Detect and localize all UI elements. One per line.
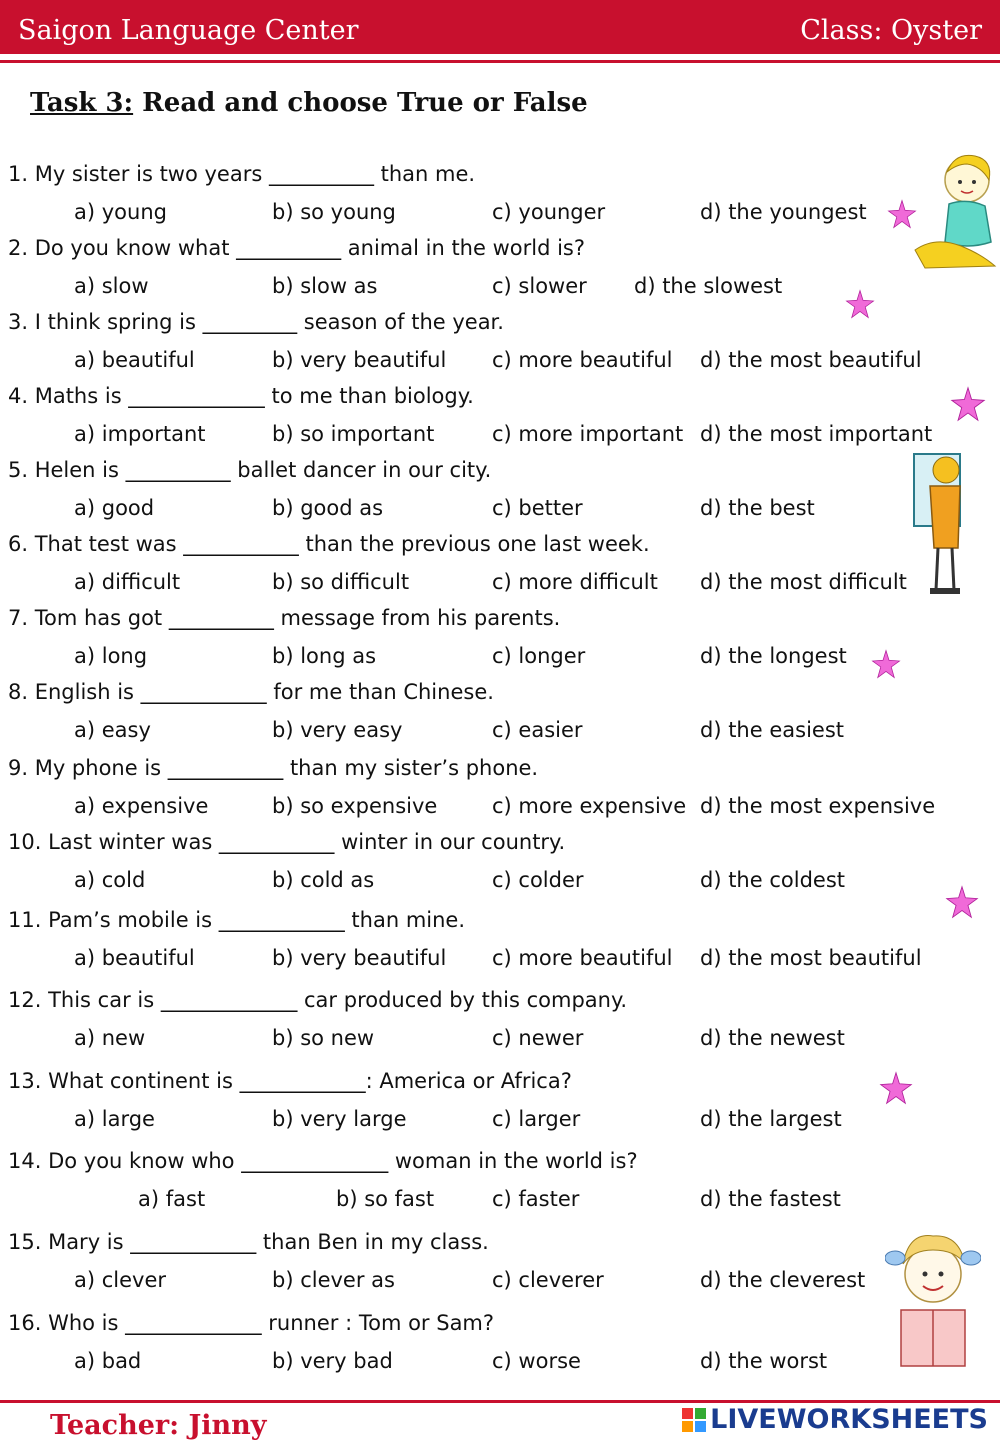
answer-option[interactable]: c) younger bbox=[492, 200, 606, 224]
answer-option[interactable]: c) longer bbox=[492, 644, 586, 668]
question-text: 12. This car is _____________ car produced by this company. bbox=[8, 988, 628, 1012]
footer-divider bbox=[0, 1400, 1000, 1403]
question-text: 4. Maths is _____________ to me than biology. bbox=[8, 384, 474, 408]
answer-option[interactable]: a) fast bbox=[138, 1187, 206, 1211]
star-icon bbox=[879, 1071, 913, 1105]
answer-option[interactable]: c) colder bbox=[492, 868, 584, 892]
answer-option[interactable]: d) the easiest bbox=[700, 718, 844, 742]
answer-option[interactable]: a) large bbox=[74, 1107, 155, 1131]
question-text: 16. Who is _____________ runner : Tom or Sam? bbox=[8, 1311, 495, 1335]
answer-option[interactable]: b) so fast bbox=[336, 1187, 435, 1211]
answer-option[interactable]: a) long bbox=[74, 644, 148, 668]
school-name: Saigon Language Center bbox=[18, 15, 359, 46]
star-icon bbox=[887, 199, 917, 229]
answer-option[interactable]: a) beautiful bbox=[74, 946, 195, 970]
brand-logo[interactable] bbox=[682, 1404, 988, 1435]
liveworksheets-icon bbox=[682, 1408, 706, 1432]
answer-option[interactable]: b) very easy bbox=[272, 718, 403, 742]
header-bar bbox=[0, 0, 1000, 54]
answer-option[interactable]: c) easier bbox=[492, 718, 583, 742]
answer-option[interactable]: a) good bbox=[74, 496, 155, 520]
answer-option[interactable]: c) cleverer bbox=[492, 1268, 604, 1292]
answer-option[interactable]: b) long as bbox=[272, 644, 377, 668]
answer-option[interactable]: b) cold as bbox=[272, 868, 375, 892]
answer-option[interactable]: d) the most beautiful bbox=[700, 946, 922, 970]
question-text: 1. My sister is two years __________ than me. bbox=[8, 162, 476, 186]
answer-option[interactable]: c) more beautiful bbox=[492, 946, 673, 970]
question-text: 8. English is ____________ for me than Chinese. bbox=[8, 680, 494, 704]
task-label: Task 3: bbox=[30, 88, 134, 118]
question-text: 3. I think spring is _________ season of the year. bbox=[8, 310, 504, 334]
answer-option[interactable]: d) the most expensive bbox=[700, 794, 936, 818]
question-text: 14. Do you know who ______________ woman in the world is? bbox=[8, 1149, 638, 1173]
answer-option[interactable]: a) bad bbox=[74, 1349, 142, 1373]
question-text: 10. Last winter was ___________ winter in our country. bbox=[8, 830, 566, 854]
star-icon bbox=[950, 386, 986, 422]
answer-option[interactable]: a) expensive bbox=[74, 794, 209, 818]
answer-option[interactable]: a) cold bbox=[74, 868, 146, 892]
answer-option[interactable]: d) the coldest bbox=[700, 868, 845, 892]
answer-option[interactable]: c) more difficult bbox=[492, 570, 658, 594]
answer-option[interactable]: a) important bbox=[74, 422, 206, 446]
question-text: 9. My phone is ___________ than my sister’s phone. bbox=[8, 756, 539, 780]
task-title bbox=[30, 88, 588, 118]
class-label: Class: Oyster bbox=[800, 15, 982, 46]
answer-option[interactable]: b) so difficult bbox=[272, 570, 410, 594]
answer-option[interactable]: b) very beautiful bbox=[272, 946, 447, 970]
answer-option[interactable]: d) the newest bbox=[700, 1026, 845, 1050]
answer-option[interactable]: d) the worst bbox=[700, 1349, 828, 1373]
answer-option[interactable]: b) clever as bbox=[272, 1268, 395, 1292]
question-text: 5. Helen is __________ ballet dancer in our city. bbox=[8, 458, 492, 482]
header-divider bbox=[0, 60, 1000, 63]
answer-option[interactable]: a) young bbox=[74, 200, 167, 224]
task-instruction: Read and choose True or False bbox=[142, 88, 588, 118]
question-text: 2. Do you know what __________ animal in the world is? bbox=[8, 236, 585, 260]
question-text: 7. Tom has got __________ message from his parents. bbox=[8, 606, 561, 630]
answer-option[interactable]: b) slow as bbox=[272, 274, 378, 298]
answer-option[interactable]: d) the most beautiful bbox=[700, 348, 922, 372]
girl-reading-clipart bbox=[885, 1228, 981, 1380]
answer-option[interactable]: a) difficult bbox=[74, 570, 181, 594]
answer-option[interactable]: d) the most difficult bbox=[700, 570, 907, 594]
star-icon bbox=[945, 885, 979, 919]
answer-option[interactable]: d) the youngest bbox=[700, 200, 867, 224]
star-icon bbox=[845, 289, 875, 319]
star-icon bbox=[871, 649, 901, 679]
question-text: 6. That test was ___________ than the previous one last week. bbox=[8, 532, 650, 556]
question-text: 15. Mary is ____________ than Ben in my class. bbox=[8, 1230, 489, 1254]
brand-text: LIVEWORKSHEETS bbox=[710, 1404, 988, 1435]
answer-option[interactable]: c) worse bbox=[492, 1349, 581, 1373]
answer-option[interactable]: a) slow bbox=[74, 274, 149, 298]
answer-option[interactable]: c) faster bbox=[492, 1187, 580, 1211]
answer-option[interactable]: d) the largest bbox=[700, 1107, 842, 1131]
answer-option[interactable]: a) easy bbox=[74, 718, 151, 742]
question-text: 11. Pam’s mobile is ____________ than mine. bbox=[8, 908, 466, 932]
answer-option[interactable]: d) the longest bbox=[700, 644, 847, 668]
answer-option[interactable]: b) so young bbox=[272, 200, 396, 224]
answer-option[interactable]: b) so new bbox=[272, 1026, 375, 1050]
answer-option[interactable]: b) so important bbox=[272, 422, 435, 446]
answer-option[interactable]: d) the best bbox=[700, 496, 815, 520]
answer-option[interactable]: b) very large bbox=[272, 1107, 407, 1131]
answer-option[interactable]: b) so expensive bbox=[272, 794, 438, 818]
answer-option[interactable]: c) newer bbox=[492, 1026, 584, 1050]
answer-option[interactable]: b) good as bbox=[272, 496, 384, 520]
answer-option[interactable]: c) slower bbox=[492, 274, 587, 298]
teacher-name: Teacher: Jinny bbox=[50, 1410, 267, 1441]
baby-clipart bbox=[905, 150, 997, 272]
answer-option[interactable]: c) better bbox=[492, 496, 583, 520]
question-text: 13. What continent is ____________: America or Africa? bbox=[8, 1069, 572, 1093]
answer-option[interactable]: b) very beautiful bbox=[272, 348, 447, 372]
answer-option[interactable]: c) more expensive bbox=[492, 794, 687, 818]
answer-option[interactable]: d) the slowest bbox=[634, 274, 783, 298]
answer-option[interactable]: d) the cleverest bbox=[700, 1268, 866, 1292]
answer-option[interactable]: a) new bbox=[74, 1026, 146, 1050]
answer-option[interactable]: c) larger bbox=[492, 1107, 581, 1131]
answer-option[interactable]: c) more important bbox=[492, 422, 684, 446]
answer-option[interactable]: d) the fastest bbox=[700, 1187, 841, 1211]
answer-option[interactable]: a) beautiful bbox=[74, 348, 195, 372]
answer-option[interactable]: b) very bad bbox=[272, 1349, 393, 1373]
answer-option[interactable]: a) clever bbox=[74, 1268, 167, 1292]
teacher-clipart bbox=[912, 448, 968, 600]
answer-option[interactable]: d) the most important bbox=[700, 422, 933, 446]
answer-option[interactable]: c) more beautiful bbox=[492, 348, 673, 372]
